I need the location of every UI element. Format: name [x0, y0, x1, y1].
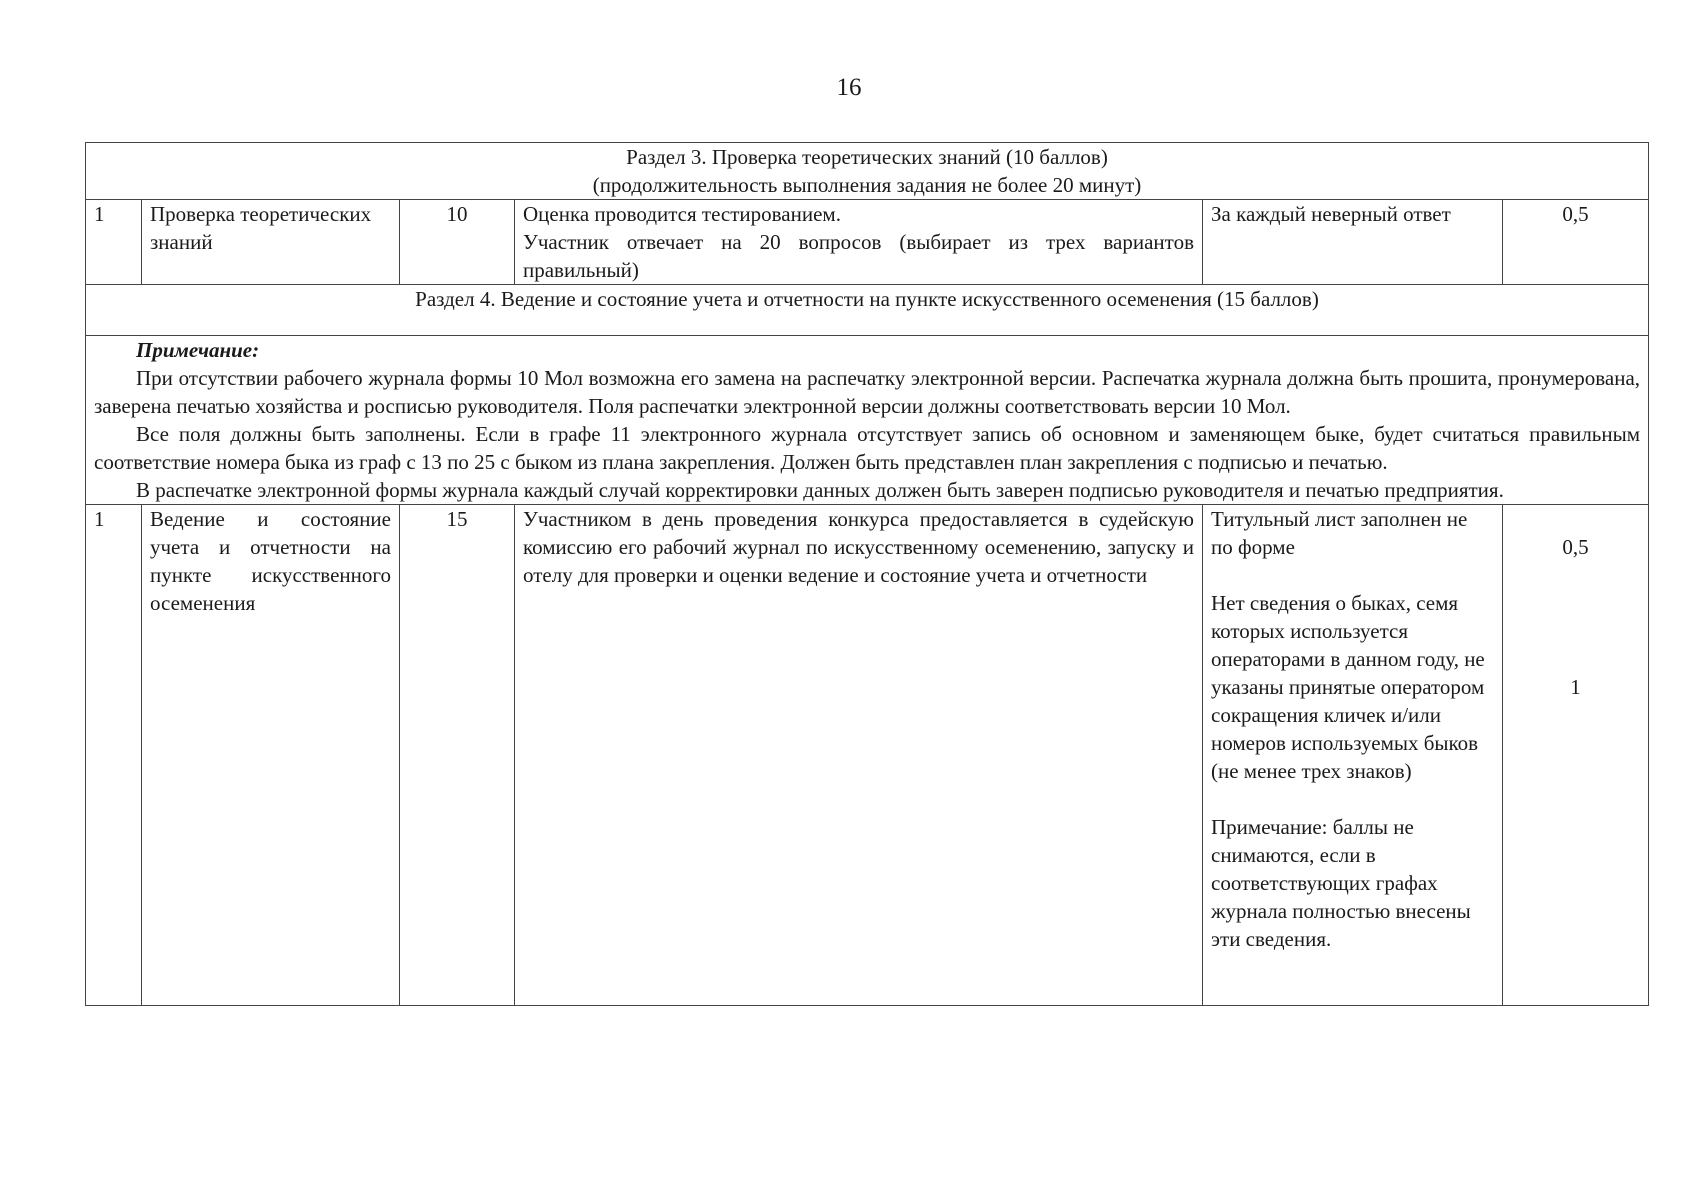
- table-row: [86, 505, 1649, 1006]
- section-3-subtitle: (продолжительность выполнения задания не более 20 минут): [592, 173, 1142, 197]
- note-block: [86, 336, 1649, 505]
- row-number: 1: [86, 505, 142, 1006]
- note-row: [86, 336, 1649, 505]
- deduction-values: [1503, 505, 1649, 1006]
- deduction-value: 1: [1570, 675, 1581, 699]
- note-paragraph: Все поля должны быть заполнены. Если в графе 11 электронного журнала отсутствует запись об основном и заменяющем быке, будет считаться правильным соответствие номера быка из граф с 13 по 25 с быком из плана закрепления. Должен быть представлен план закрепления с подписью и печатью.: [94, 422, 1641, 474]
- description-line: Оценка проводится тестированием.: [523, 202, 841, 226]
- section-3-title: Раздел 3. Проверка теоретических знаний (10 баллов): [626, 145, 1108, 169]
- note-title: Примечание:: [136, 338, 260, 362]
- row-number: 1: [86, 200, 142, 285]
- deduction-criterion: Титульный лист заполнен не по форме: [1211, 507, 1468, 559]
- section-4-header-row: [86, 285, 1649, 336]
- criterion-name: Проверка теоретических знаний: [142, 200, 400, 285]
- criterion-name: Ведение и состояние учета и отчетности на пункте искусственного осеменения: [142, 505, 400, 1006]
- table-row: [86, 200, 1649, 285]
- max-points: 10: [400, 200, 515, 285]
- deduction-note: Примечание: баллы не снимаются, если в соответствующих графах журнала полностью внесены эти сведения.: [1211, 815, 1471, 951]
- assessment-description: [515, 200, 1203, 285]
- deduction-criterion: Нет сведения о быках, семя которых используется операторами в данном году, не указаны принятые оператором сокращения кличек и/или номеров используемых быков (не менее трех знаков): [1211, 591, 1485, 783]
- note-paragraph: При отсутствии рабочего журнала формы 10 Мол возможна его замена на распечатку электронной версии. Распечатка журнала должна быть прошита, пронумерована, заверена печатью хозяйства и росписью руководителя. Поля распечатки электронной версии должны соответствовать версии 10 Мол.: [94, 366, 1641, 418]
- criteria-table: [85, 142, 1649, 1006]
- section-3-header-row: [86, 143, 1649, 200]
- assessment-description: Участником в день проведения конкурса предоставляется в судейскую комиссию его рабочий журнал по искусственному осеменению, запуску и отелу для проверки и оценки ведение и состояние учета и отчетности: [515, 505, 1203, 1006]
- deduction-value: 0,5: [1562, 535, 1589, 559]
- deduction-criteria: [1203, 505, 1503, 1006]
- section-3-header: [86, 143, 1649, 200]
- note-paragraph: В распечатке электронной формы журнала каждый случай корректировки данных должен быть заверен подписью руководителя и печатью предприятия.: [136, 478, 1504, 502]
- page-number: 16: [836, 74, 862, 101]
- deduction-criterion: За каждый неверный ответ: [1203, 200, 1503, 285]
- description-line: Участник отвечает на 20 вопросов (выбирает из трех вариантов правильный): [523, 230, 1194, 282]
- max-points: 15: [400, 505, 515, 1006]
- deduction-value: 0,5: [1503, 200, 1649, 285]
- section-4-title: Раздел 4. Ведение и состояние учета и отчетности на пункте искусственного осеменения (15 баллов): [86, 285, 1649, 336]
